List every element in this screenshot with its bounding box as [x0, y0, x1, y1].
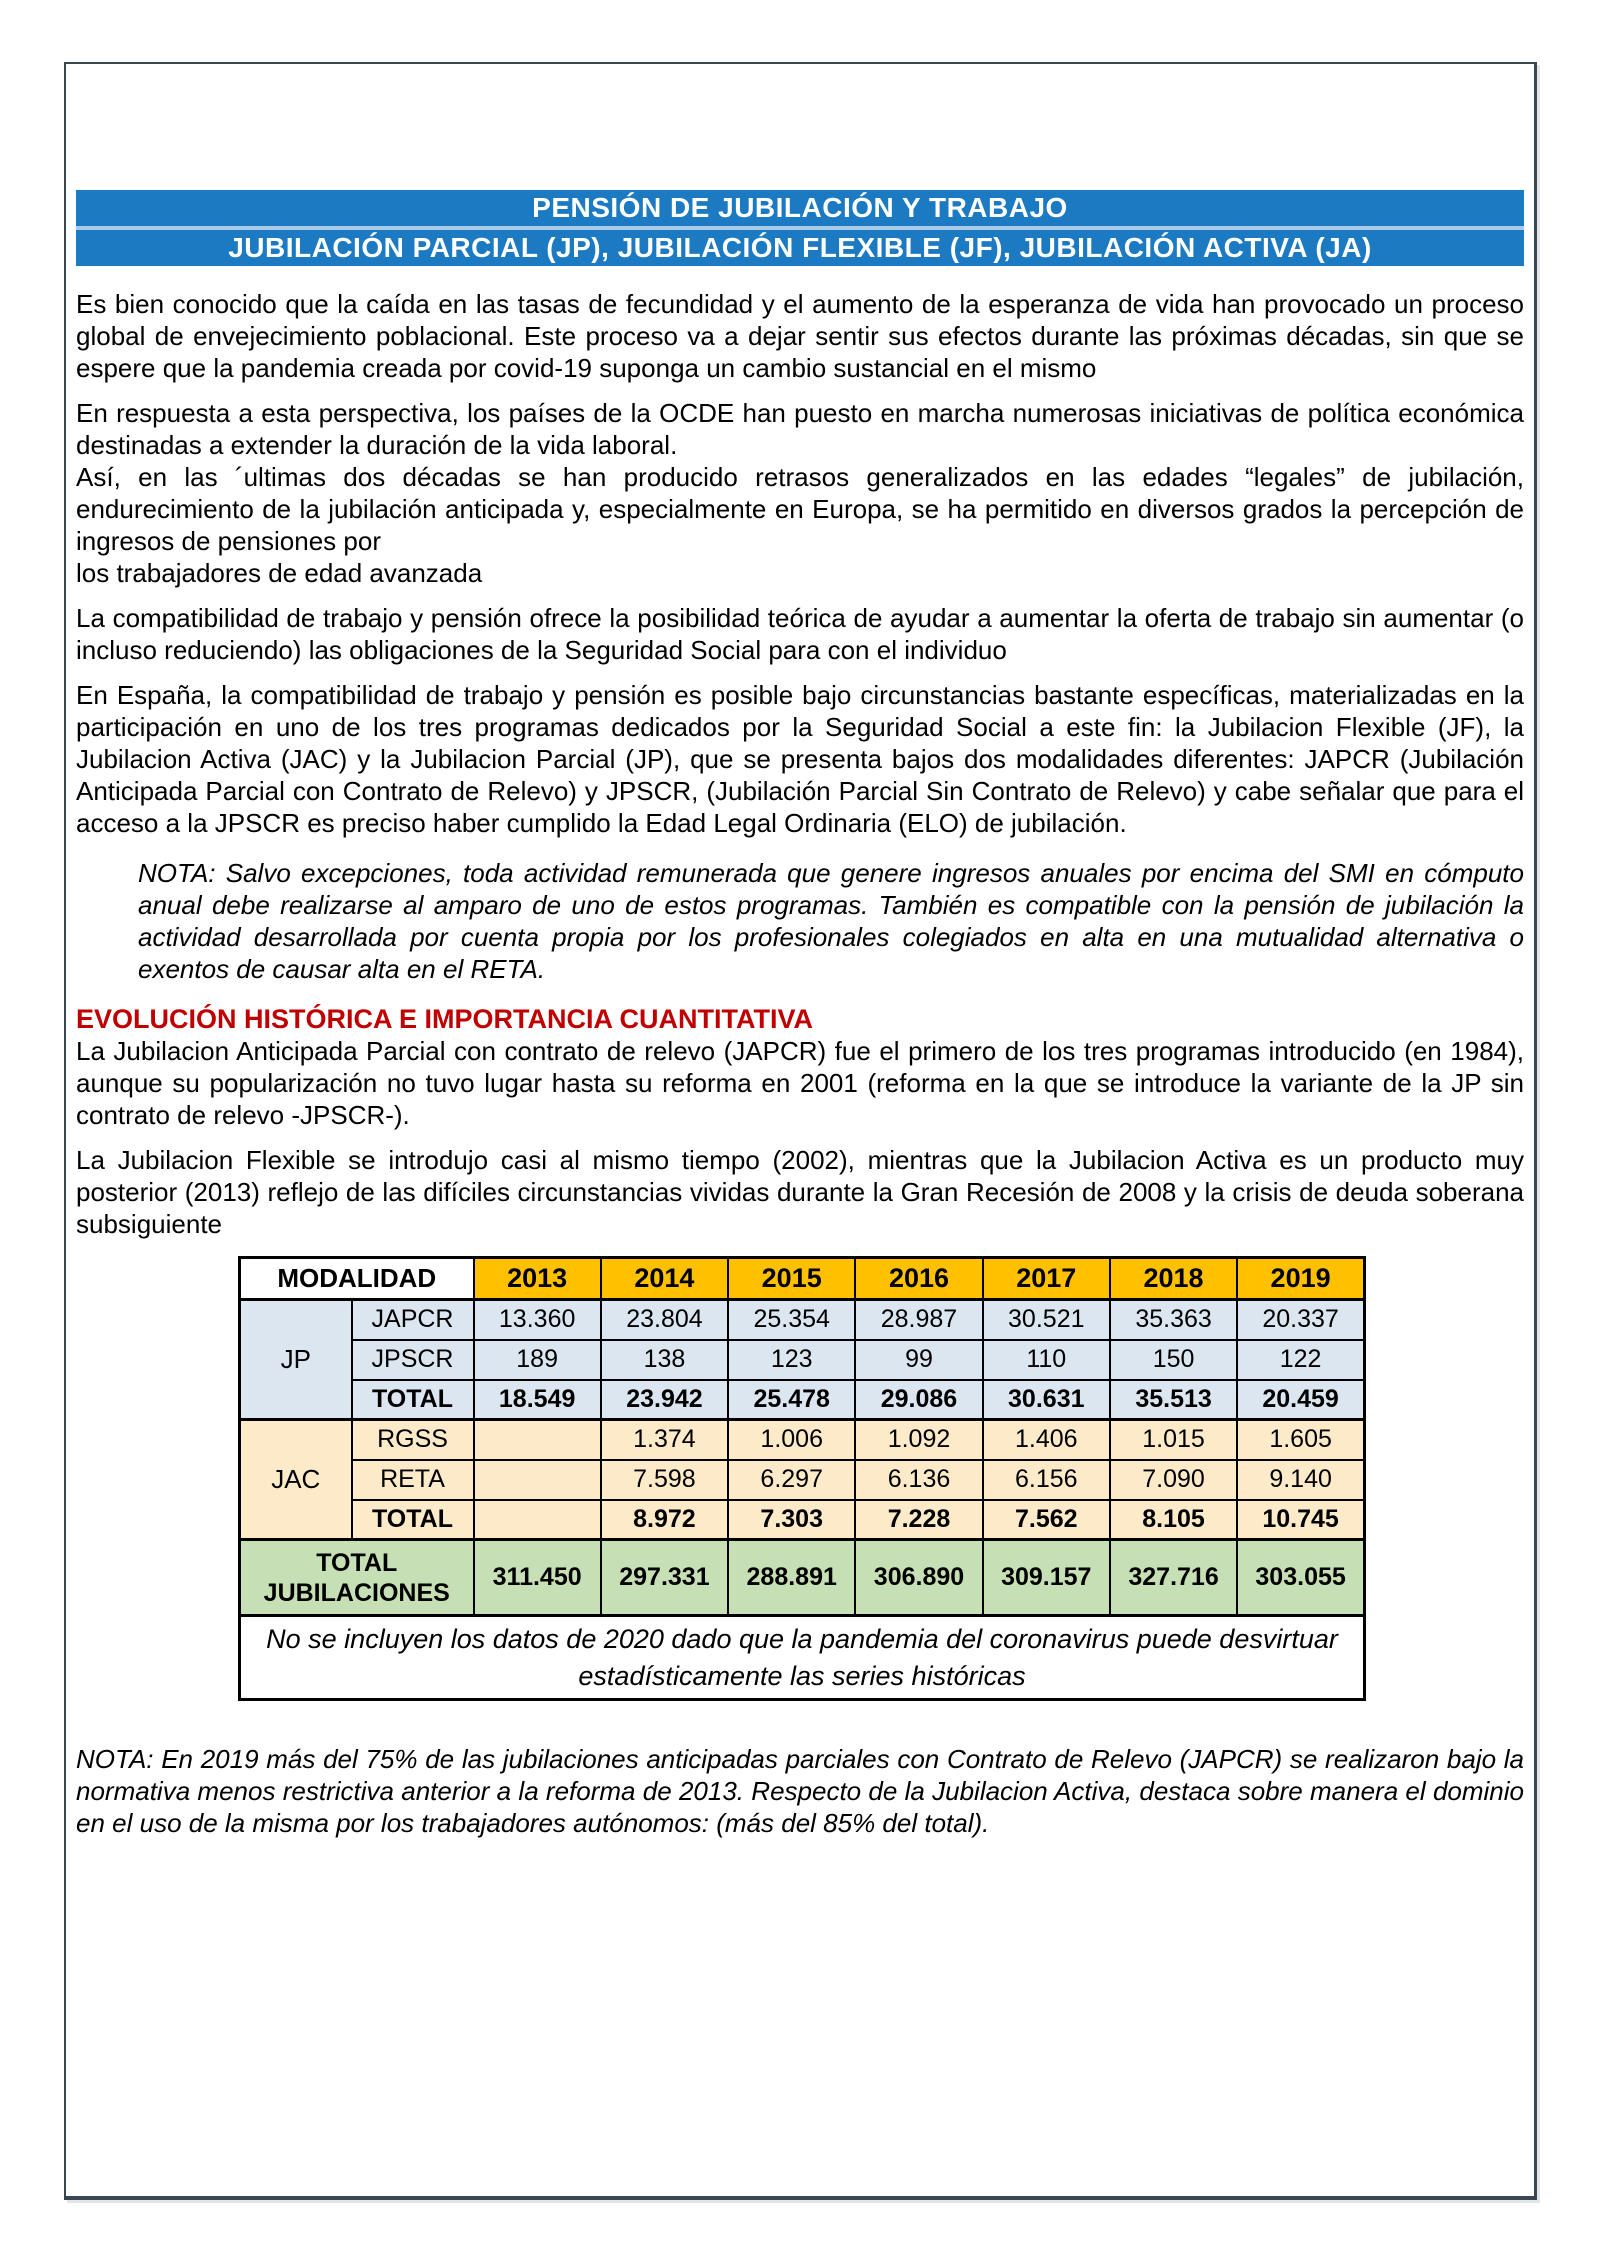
table-cell: 1.406 — [983, 1420, 1110, 1460]
title-banner-line2: JUBILACIÓN PARCIAL (JP), JUBILACIÓN FLEXIBLE (JF), JUBILACIÓN ACTIVA (JA) — [76, 230, 1524, 266]
paragraph: En España, la compatibilidad de trabajo y pensión es posible bajo circunstancias bastante específicas, materializadas en la participación en uno de los tres programas dedicados por la Seguridad Social a este fin: la Jubilacion Flexible (JF), la Jubilacion Activa (JAC) y la Jubilacion Parcial (JP), que se presenta bajos dos modalidades diferentes: JAPCR (Jubilación Anticipada Parcial con Contrato de Relevo) y JPSCR, (Jubilación Parcial Sin Contrato de Relevo) y cabe señalar que para el acceso a la JPSCR es preciso haber cumplido la Edad Legal Ordinaria (ELO) de jubilación. — [76, 680, 1524, 838]
table-cell: 1.015 — [1110, 1420, 1237, 1460]
column-header-modalidad: MODALIDAD — [240, 1258, 474, 1300]
table-cell: 303.055 — [1237, 1540, 1364, 1616]
table-footnote: No se incluyen los datos de 2020 dado que la pandemia del coronavirus puede desvirtuar estadísticamente las series históricas — [240, 1616, 1365, 1700]
row-label: JPSCR — [352, 1340, 474, 1380]
table-cell: 288.891 — [728, 1540, 855, 1616]
table-cell: 9.140 — [1237, 1460, 1364, 1500]
table-cell: 28.987 — [855, 1300, 982, 1340]
table-cell — [474, 1420, 601, 1460]
group-label-jac: JAC — [240, 1420, 352, 1540]
table-row — [240, 1380, 1365, 1420]
table-cell: 23.804 — [601, 1300, 728, 1340]
column-header-year: 2018 — [1110, 1258, 1237, 1300]
table-cell: 20.459 — [1237, 1380, 1364, 1420]
table-cell — [474, 1460, 601, 1500]
table-cell: 25.478 — [728, 1380, 855, 1420]
table-cell: 13.360 — [474, 1300, 601, 1340]
table-cell: 29.086 — [855, 1380, 982, 1420]
table-cell: 327.716 — [1110, 1540, 1237, 1616]
paragraph: La compatibilidad de trabajo y pensión ofrece la posibilidad teórica de ayudar a aumentar la oferta de trabajo sin aumentar (o incluso reduciendo) las obligaciones de la Seguridad Social para con el individuo — [76, 603, 1524, 665]
table-cell: 7.303 — [728, 1500, 855, 1540]
row-label: RGSS — [352, 1420, 474, 1460]
table-cell: 7.598 — [601, 1460, 728, 1500]
table-cell: 1.605 — [1237, 1420, 1364, 1460]
paragraph: La Jubilacion Anticipada Parcial con contrato de relevo (JAPCR) fue el primero de los tres programas introducido (en 1984), aunque su popularización no tuvo lugar hasta su reforma en 2001 (reforma en la que se introduce la variante de la JP sin contrato de relevo -JPSCR-). — [76, 1036, 1524, 1130]
table-cell: 297.331 — [601, 1540, 728, 1616]
row-label: TOTAL — [352, 1500, 474, 1540]
paragraph: En respuesta a esta perspectiva, los países de la OCDE han puesto en marcha numerosas iniciativas de política económica destinadas a extender la duración de la vida laboral. — [76, 398, 1524, 460]
table-cell — [474, 1500, 601, 1540]
table-cell: 122 — [1237, 1340, 1364, 1380]
column-header-year: 2015 — [728, 1258, 855, 1300]
table-cell: 311.450 — [474, 1540, 601, 1616]
total-jubilaciones-label: TOTAL JUBILACIONES — [240, 1540, 474, 1616]
section-heading: EVOLUCIÓN HISTÓRICA E IMPORTANCIA CUANTITATIVA — [76, 1004, 813, 1034]
table-cell: 8.972 — [601, 1500, 728, 1540]
table-cell: 1.092 — [855, 1420, 982, 1460]
table-header-row — [240, 1258, 1365, 1300]
table-cell: 7.228 — [855, 1500, 982, 1540]
table-cell: 6.297 — [728, 1460, 855, 1500]
column-header-year: 2016 — [855, 1258, 982, 1300]
table-cell: 25.354 — [728, 1300, 855, 1340]
table-cell: 1.374 — [601, 1420, 728, 1460]
table-cell: 6.156 — [983, 1460, 1110, 1500]
table-cell: 30.521 — [983, 1300, 1110, 1340]
table-cell: 123 — [728, 1340, 855, 1380]
table-row — [240, 1420, 1365, 1460]
modalidad-table-body — [240, 1258, 1365, 1700]
table-footnote-row — [240, 1616, 1365, 1700]
paragraph: Así, en las ´ultimas dos décadas se han producido retrasos generalizados en las edades “legales” de jubilación, endurecimiento de la jubilación anticipada y, especialmente en Europa, se ha permitido en diversos grados la percepción de ingresos de pensiones por — [76, 462, 1524, 556]
paragraph: los trabajadores de edad avanzada — [76, 558, 483, 588]
row-label: JAPCR — [352, 1300, 474, 1340]
table-cell: 99 — [855, 1340, 982, 1380]
table-cell: 306.890 — [855, 1540, 982, 1616]
column-header-year: 2017 — [983, 1258, 1110, 1300]
table-row — [240, 1340, 1365, 1380]
table-cell: 7.562 — [983, 1500, 1110, 1540]
closing-paragraphs — [76, 1743, 1524, 1839]
table-cell: 35.513 — [1110, 1380, 1237, 1420]
table-cell: 110 — [983, 1340, 1110, 1380]
table-cell: 8.105 — [1110, 1500, 1237, 1540]
table-cell: 1.006 — [728, 1420, 855, 1460]
table-row — [240, 1500, 1365, 1540]
table-row — [240, 1460, 1365, 1500]
modalidad-table — [238, 1256, 1366, 1701]
table-cell: 10.745 — [1237, 1500, 1364, 1540]
intro-paragraphs — [76, 288, 1524, 1240]
table-cell: 7.090 — [1110, 1460, 1237, 1500]
document-page — [64, 62, 1537, 2200]
row-label: RETA — [352, 1460, 474, 1500]
column-header-year: 2013 — [474, 1258, 601, 1300]
top-whitespace — [76, 64, 1524, 190]
table-cell: 6.136 — [855, 1460, 982, 1500]
column-header-year: 2014 — [601, 1258, 728, 1300]
table-cell: 138 — [601, 1340, 728, 1380]
table-cell: 18.549 — [474, 1380, 601, 1420]
column-header-year: 2019 — [1237, 1258, 1364, 1300]
table-cell: 189 — [474, 1340, 601, 1380]
title-banner-line1: PENSIÓN DE JUBILACIÓN Y TRABAJO — [76, 190, 1524, 226]
paragraph: La Jubilacion Flexible se introdujo casi al mismo tiempo (2002), mientras que la Jubilacion Activa es un producto muy posterior (2013) reflejo de las difíciles circunstancias vividas durante la Gran Recesión de 2008 y la crisis de deuda soberana subsiguiente — [76, 1145, 1524, 1239]
table-cell: 20.337 — [1237, 1300, 1364, 1340]
table-cell: 23.942 — [601, 1380, 728, 1420]
paragraph: NOTA: En 2019 más del 75% de las jubilaciones anticipadas parciales con Contrato de Relevo (JAPCR) se realizaron bajo la normativa menos restrictiva anterior a la reforma de 2013. Respecto de la Jubilacion Activa, destaca sobre manera el dominio en el uso de la misma por los trabajadores autónomos: (más del 85% del total). — [76, 1744, 1524, 1838]
paragraph: NOTA: Salvo excepciones, toda actividad remunerada que genere ingresos anuales por encima del SMI en cómputo anual debe realizarse al amparo de uno de estos programas. También es compatible con la pensión de jubilación la actividad desarrollada por cuenta propia por los profesionales colegiados en alta en una mutualidad alternativa o exentos de causar alta en el RETA. — [138, 858, 1524, 984]
group-label-jp: JP — [240, 1300, 352, 1420]
table-cell: 35.363 — [1110, 1300, 1237, 1340]
paragraph: Es bien conocido que la caída en las tasas de fecundidad y el aumento de la esperanza de vida han provocado un proceso global de envejecimiento poblacional. Este proceso va a dejar sentir sus efectos durante las próximas décadas, sin que se espere que la pandemia creada por covid-19 suponga un cambio sustancial en el mismo — [76, 289, 1524, 383]
total-jubilaciones-row — [240, 1540, 1365, 1616]
table-row — [240, 1300, 1365, 1340]
row-label: TOTAL — [352, 1380, 474, 1420]
table-cell: 150 — [1110, 1340, 1237, 1380]
table-cell: 30.631 — [983, 1380, 1110, 1420]
table-cell: 309.157 — [983, 1540, 1110, 1616]
